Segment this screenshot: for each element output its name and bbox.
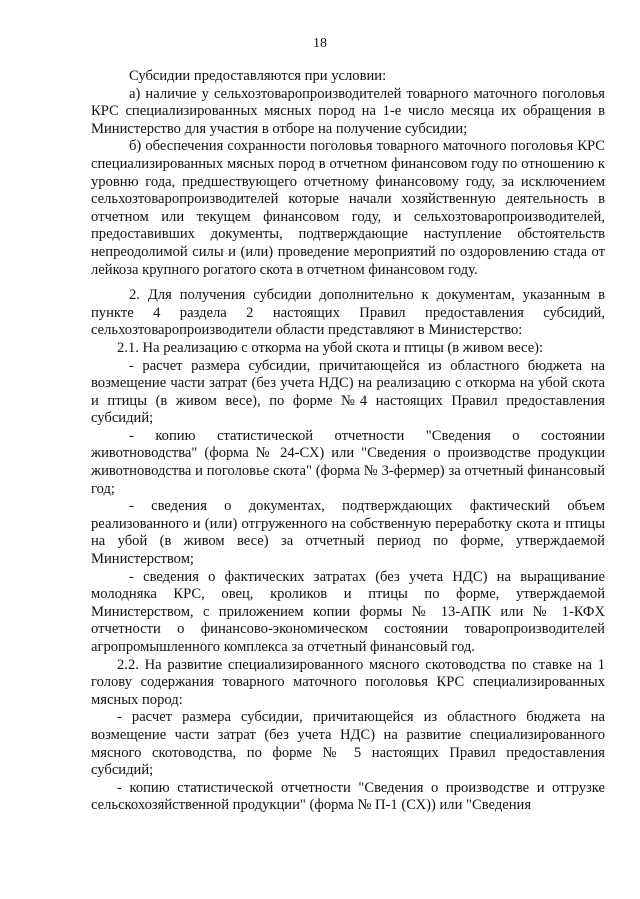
list-item-actual-costs: - сведения о фактических затратах (без учета НДС) на выращивание молодняка КРС, овец, кроликов и птицы по форме, утверждаемой Министерством, с приложением копии формы № 13-АПК или № 1-КФХ отчетности о финансово-экономическом состоянии товаропроизводителей агропромышленного комплекса за отчетный финансовый год. [91, 568, 605, 655]
list-item-statistical-report-p1: - копию статистической отчетности "Сведения о производстве и отгрузке сельскохозяйственной продукции" (форма № П-1 (СХ)) или "Сведения [91, 779, 605, 814]
paragraph-section-2: 2. Для получения субсидии дополнительно к документам, указанным в пункте 4 раздела 2 настоящих Правил предоставления субсидий, сельхозтоваропроизводители области представляют в Министерство: [91, 287, 605, 339]
list-item-documents-info: - сведения о документах, подтверждающих фактический объем реализованного и (или) отгруженного на собственную переработку скота и птицы на убой (в живом весе) за отчетный период по форме, утверждаемой Министерством; [91, 498, 605, 568]
page-number: 18 [313, 36, 327, 51]
paragraph-2-2-heading: 2.2. На развитие специализированного мясного скотоводства по ставке на 1 голову содержания товарного маточного поголовья КРС специализированных мясных пород: [91, 656, 605, 708]
paragraph-2-1-heading: 2.1. На реализацию с откорма на убой скота и птицы (в живом весе): [117, 339, 544, 356]
paragraph-condition-a: а) наличие у сельхозтоваропроизводителей товарного маточного поголовья КРС специализированных мясных пород на 1-е число месяца их обращения в Министерство для участия в отборе на получение субсидии; [91, 85, 605, 137]
document-body [91, 68, 605, 815]
paragraph-conditions-intro: Субсидии предоставляются при условии: [129, 68, 387, 84]
list-item-subsidy-calc-form-5: - расчет размера субсидии, причитающейся из областного бюджета на возмещение части затрат (без учета НДС) на развитие специализированного мясного скотоводства, по форме № 5 настоящих Правил предоставления субсидий; [91, 709, 605, 779]
paragraph-condition-b: б) обеспечения сохранности поголовья товарного маточного поголовья КРС специализированных мясных пород в отчетном финансовом году по отношению к уровню года, предшествующего отчетному финансовому году, за исключением сельхозтоваропроизводителей которые начали хозяйственную деятельность в отчетном или текущем финансовом году, и сельхозтоваропроизводителей, предоставивших документы, подтверждающие наступление обстоятельств непреодолимой силы и (или) проведение мероприятий по оздоровлению стада от лейкоза крупного рогатого скота в отчетном финансовом году. [91, 138, 605, 278]
list-item-subsidy-calc-form-4: - расчет размера субсидии, причитающейся из областного бюджета на возмещение части затрат (без учета НДС) на реализацию с откорма на убой скота и птицы (в живом весе), по форме №4 настоящих Правил предоставления субсидий; [91, 357, 605, 427]
list-item-statistical-report: - копию статистической отчетности "Сведения о состоянии животноводства" (форма № 24-СХ) или "Сведения о производстве продукции животноводства и поголовье скота" (форма № 3-фермер) за отчетный финансовый год; [91, 427, 605, 497]
